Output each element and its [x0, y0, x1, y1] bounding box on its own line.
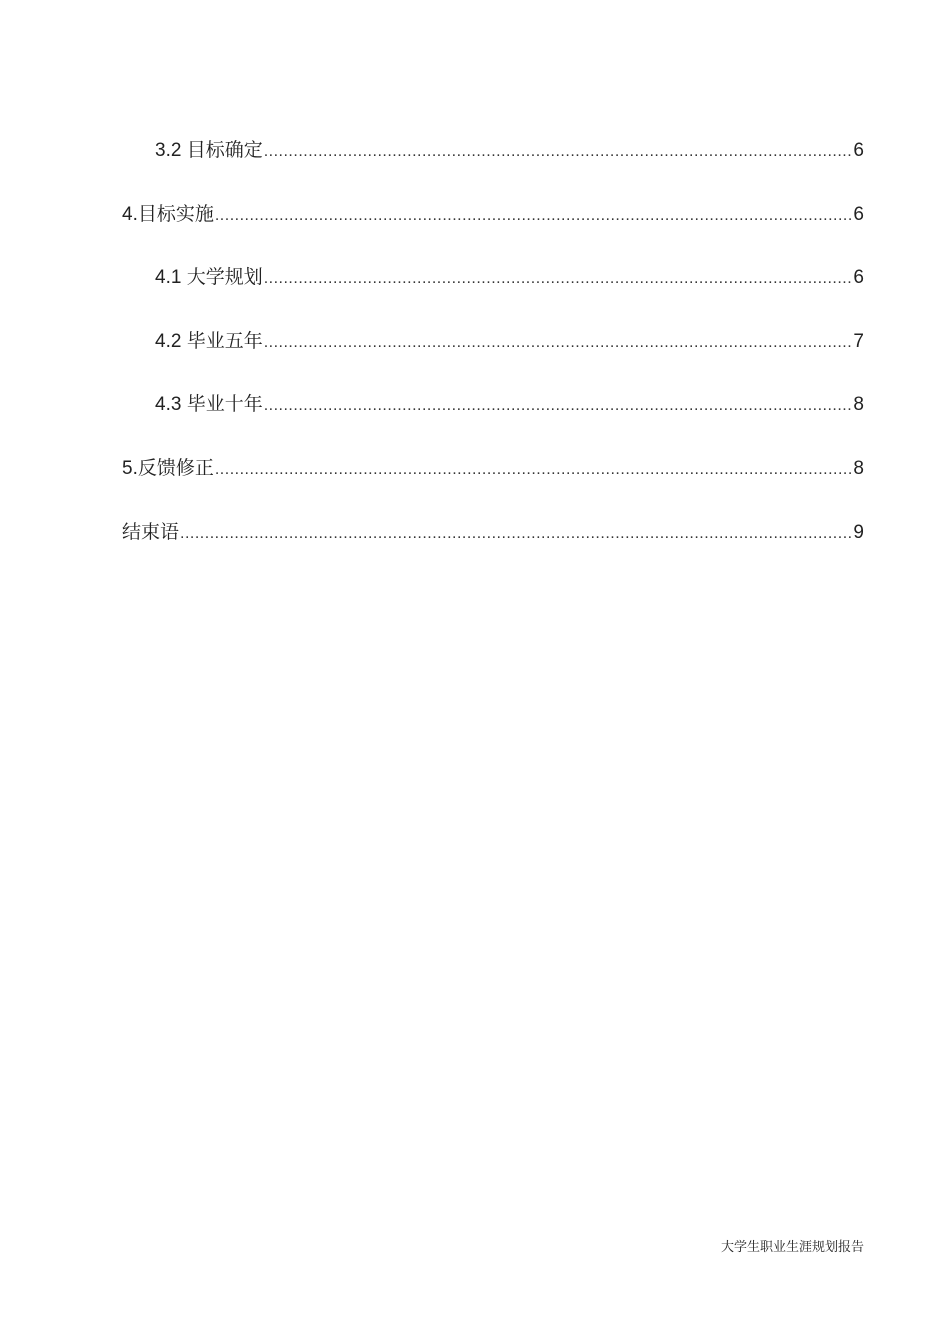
toc-dot-leader	[264, 137, 853, 167]
toc-entry-label: 4.2 毕业五年	[155, 330, 263, 352]
toc-entry-4-3[interactable]	[122, 390, 864, 454]
toc-entry-label: 3.2 目标确定	[155, 140, 263, 161]
toc-entry-5[interactable]	[122, 454, 864, 518]
toc-dot-leader	[215, 455, 853, 485]
toc-dot-leader	[264, 328, 853, 358]
toc-page-number: 7	[853, 330, 864, 352]
toc-entry-conclusion[interactable]	[122, 518, 864, 582]
toc-page-number: 6	[853, 140, 864, 161]
toc-entry-label: 4.目标实施	[122, 203, 214, 225]
toc-page-number: 8	[853, 457, 864, 479]
toc-dot-leader	[264, 264, 853, 294]
toc-dot-leader	[264, 391, 853, 421]
toc-entry-4[interactable]	[122, 200, 864, 264]
toc-entry-4-2[interactable]	[122, 327, 864, 391]
toc-page-number: 9	[853, 521, 864, 543]
toc-entry-label: 5.反馈修正	[122, 457, 214, 479]
table-of-contents	[122, 136, 864, 581]
toc-page-number: 8	[853, 394, 864, 416]
toc-entry-label: 4.3 毕业十年	[155, 394, 263, 416]
toc-entry-3-2[interactable]	[122, 136, 864, 200]
toc-page-number: 6	[853, 267, 864, 289]
toc-entry-label: 结束语	[122, 521, 180, 543]
page-footer: 大学生职业生涯规划报告	[720, 1240, 864, 1255]
toc-entry-label: 4.1 大学规划	[155, 267, 263, 289]
toc-dot-leader	[215, 201, 853, 231]
toc-dot-leader	[180, 519, 852, 549]
toc-page-number: 6	[853, 203, 864, 225]
toc-entry-4-1[interactable]	[122, 263, 864, 327]
